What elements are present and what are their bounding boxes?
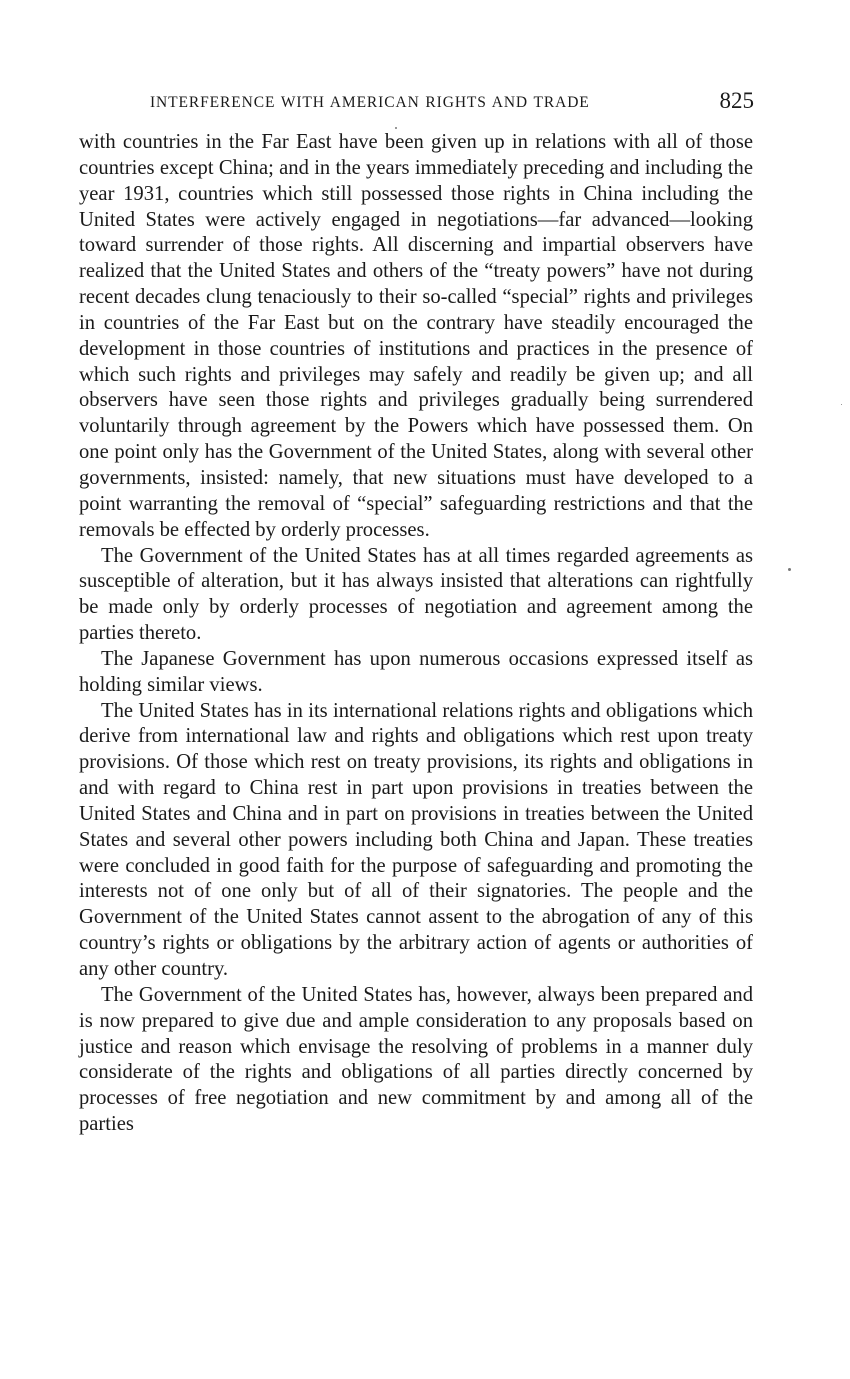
scan-speck — [841, 404, 842, 405]
paragraph: The United States has in its international relations rights and obligations which derive from international law and rights and obligations which rest upon treaty provisions. Of those which rest on treaty provisions, its rights and obligations in and with regard to China rest in part upon provisions in treaties between the United States and China and in part on provisions in treaties between the United States and several other powers including both China and Japan. These treaties were concluded in good faith for the purpose of safeguarding and promoting the interests not of one only but of all of their signatories. The people and the Government of the United States cannot assent to the abrogation of any of this country’s rights or obligations by the arbitrary action of agents or authorities of any other country. — [79, 699, 753, 980]
page-number: 825 — [719, 88, 754, 113]
scan-speck — [395, 127, 397, 129]
running-title: INTERFERENCE WITH AMERICAN RIGHTS AND TRADE — [150, 94, 590, 111]
paragraph: with countries in the Far East have been given up in relations with all of those countries except China; and in the years immediately preceding and including the year 1931, countries which still possessed those rights in China including the United States were actively engaged in negotiations—far advanced—looking toward surrender of those rights. All discerning and impartial observers have realized that the United States and others of the “treaty powers” have not during recent decades clung tenaciously to their so-called “special” rights and privileges in countries of the Far East but on the contrary have steadily encouraged the development in those countries of institutions and practices in the presence of which such rights and privileges may safely and readily be given up; and all observers have seen those rights and privileges gradually being surrendered voluntarily through agreement by the Powers which have possessed them. On one point only has the Government of the United States, along with several other governments, insisted: namely, that new situations must have developed to a point warranting the removal of “special” safeguarding restrictions and that the removals be effected by orderly processes. — [79, 131, 753, 541]
body-text — [79, 130, 753, 1138]
scan-speck — [788, 568, 791, 571]
paragraph: The Japanese Government has upon numerous occasions expressed itself as holding similar views. — [79, 647, 753, 696]
paragraph: The Government of the United States has, however, always been prepared and is now prepared to give due and ample consideration to any proposals based on justice and reason which envisage the resolving of problems in a manner duly considerate of the rights and obligations of all parties directly concerned by processes of free negotiation and new commitment by and among all of the parties — [79, 983, 753, 1136]
paragraph: The Government of the United States has at all times regarded agreements as susceptible of alteration, but it has always insisted that alterations can rightfully be made only by orderly processes of negotiation and agreement among the parties thereto. — [79, 544, 753, 645]
running-head — [150, 88, 754, 118]
